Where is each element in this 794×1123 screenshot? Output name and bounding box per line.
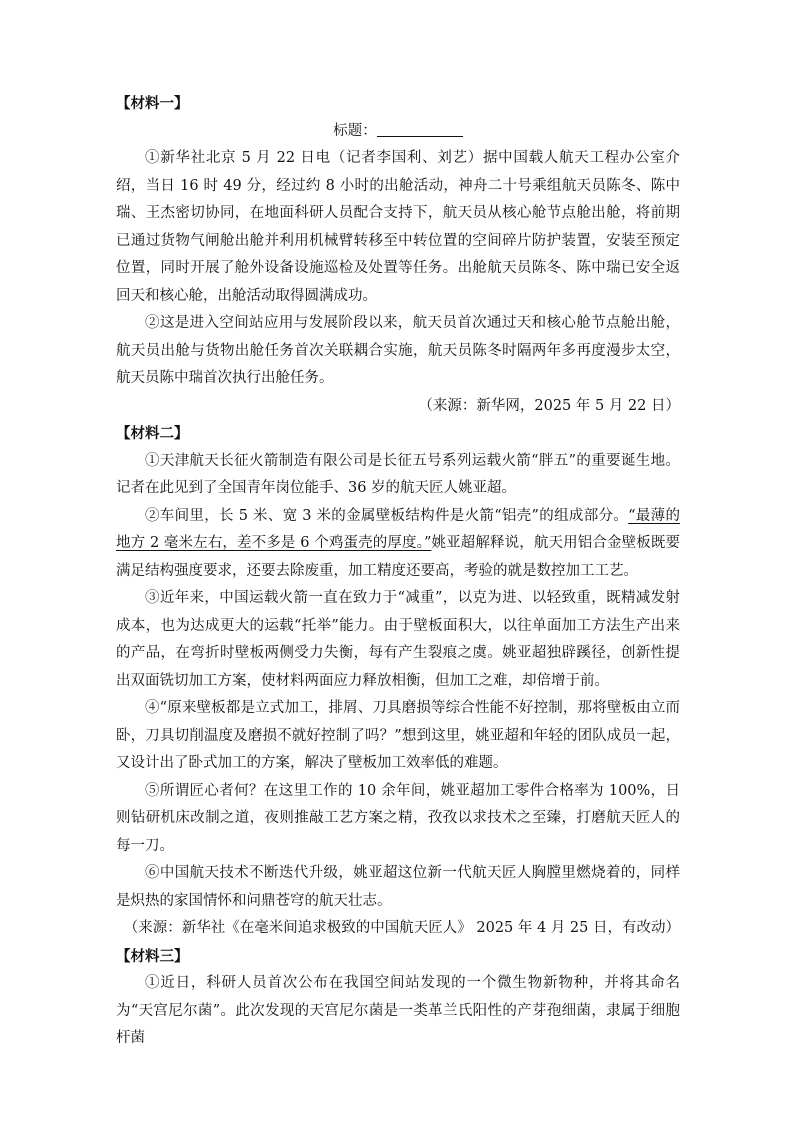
material-1-source: （来源：新华网，2025 年 5 月 22 日） <box>418 397 680 414</box>
underlined-quote: “最薄的地方 2 毫米左右，差不多是 6 个鸡蛋壳的厚度。” <box>116 507 680 551</box>
material-1-paragraph-2: ②这是进入空间站应用与发展阶段以来，航天员首次通过天和核心舱节点舱出舱，航天员出舱与货物出舱任务首次关联耦合实施，航天员陈冬时隔两年多再度漫步太空，航天员陈中瑞首次执行出舱任务。 <box>116 315 680 386</box>
material-2-paragraph-3: ③近年来，中国运载火箭一直在致力于“减重”，以克为进、以轻致重，既精减发射成本，也为达成更大的运载“托举”能力。由于壁板面积大，以往单面加工方法生产出来的产品，在弯折时壁板两侧受力失衡，每有产生裂痕之虞。姚亚超独辟蹊径，创新性提出双面铣切加工方案，使材料两面应力释放相衡，但加工之难，却倍增于前。 <box>116 590 680 689</box>
title-label: 标题： <box>333 122 377 139</box>
paragraph-2-text-before: ②车间里，长 5 米、宽 3 米的金属壁板结构件是火箭“铝壳”的组成部分。 <box>145 507 629 524</box>
title-blank-line <box>116 118 680 146</box>
material-2-paragraph-6: ⑥中国航天技术不断迭代升级，姚亚超这位新一代航天匠人胸膛里燃烧着的，同样是炽热的家国情怀和问鼎苍穹的航天壮志。 <box>116 865 680 909</box>
material-2-paragraph-1: ①天津航天长征火箭制造有限公司是长征五号系列运载火箭“胖五”的重要诞生地。记者在此见到了全国青年岗位能手、36 岁的航天匠人姚亚超。 <box>116 452 680 496</box>
material-2-paragraph-4: ④“原来壁板都是立式加工，排屑、刀具磨损等综合性能不好控制，那将壁板由立而卧，刀具切削温度及磨损不就好控制了吗？”想到这里，姚亚超和年轻的团队成员一起，又设计出了卧式加工的方案，解决了壁板加工效率低的难题。 <box>116 700 680 771</box>
material-2-source: （来源：新华社《在毫米间追求极致的中国航天匠人》 2025 年 4 月 25 日，有改动） <box>123 920 680 936</box>
material-1-paragraph-1: ①新华社北京 5 月 22 日电（记者李国利、刘艺）据中国载人航天工程办公室介绍，当日 16 时 49 分，经过约 8 小时的出舱活动，神舟二十号乘组航天员陈冬、陈中瑞、王杰密切协同，在地面科研人员配合支持下，航天员从核心舱节点舱出舱，将前期已通过货物气闸舱出舱并利用机械臂转移至中转位置的空间碎片防护装置，安装至预定位置，同时开展了舱外设备设施巡检及处置等任务。出舱航天员陈冬、陈中瑞已安全返回天和核心舱，出舱活动取得圆满成功。 <box>116 150 680 304</box>
material-2-heading: 【材料二】 <box>116 425 189 442</box>
paragraph-2-text-after: 姚亚超解释说，航天用铝合金壁板既要满足结构强度要求，还要去除废重，加工精度还要高，考验的就是数控加工工艺。 <box>116 535 680 579</box>
material-3-paragraph-1: ①近日，科研人员首次公布在我国空间站发现的一个微生物新物种，并将其命名为“天宫尼尔菌”。此次发现的天宫尼尔菌是一类革兰氏阳性的产芽孢细菌，隶属于细胞杆菌 <box>116 975 680 1046</box>
material-2-paragraph-2 <box>116 503 680 586</box>
material-1-heading: 【材料一】 <box>116 95 189 112</box>
material-3-heading: 【材料三】 <box>116 947 189 965</box>
material-2-paragraph-5: ⑤所谓匠心者何？在这里工作的 10 余年间，姚亚超加工零件合格率为 100%，日则钻研机床改制之道，夜则推敲工艺方案之精，孜孜以求技术之至臻，打磨航天匠人的每一刀。 <box>116 782 680 854</box>
title-fill-blank[interactable] <box>377 119 463 137</box>
